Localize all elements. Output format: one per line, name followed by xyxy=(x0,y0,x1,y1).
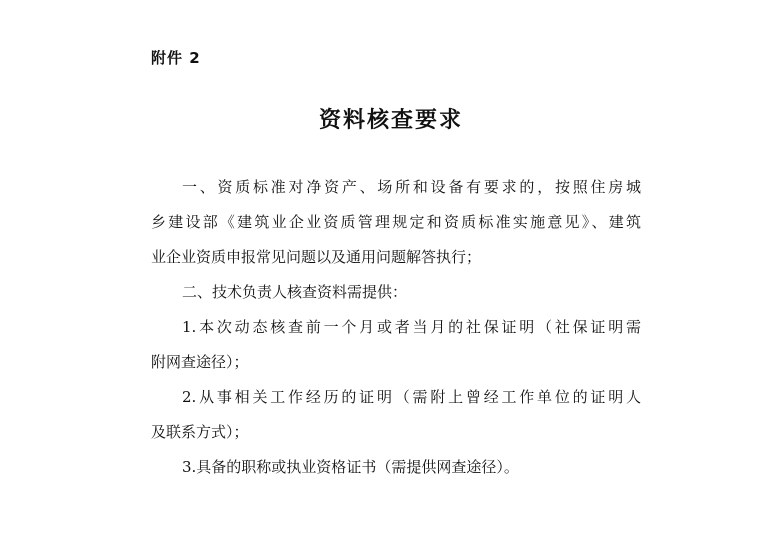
paragraph-line: 乡建设部《建筑业企业资质管理规定和资质标准实施意见》、建筑 xyxy=(151,213,641,231)
paragraph-item-2 xyxy=(151,380,641,450)
paragraph-line: 1.本次动态核查前一个月或者当月的社保证明（社保证明需 xyxy=(182,318,641,336)
document-body xyxy=(151,170,641,485)
paragraph-line: 一、资质标准对净资产、场所和设备有要求的，按照住房城 xyxy=(182,178,641,196)
paragraph-line: 3.具备的职称或执业资格证书（需提供网查途径）。 xyxy=(182,458,519,476)
paragraph-qualification-standard xyxy=(151,170,641,275)
paragraph-line: 附网查途径）； xyxy=(151,353,249,371)
attachment-label: 附件 2 xyxy=(151,49,201,67)
paragraph-line: 及联系方式）； xyxy=(151,423,249,441)
paragraph-line: 2.从事相关工作经历的证明（需附上曾经工作单位的证明人 xyxy=(182,388,641,406)
paragraph-item-3 xyxy=(151,450,641,485)
paragraph-line: 二、技术负责人核查资料需提供： xyxy=(182,283,408,301)
paragraph-line: 业企业资质申报常见问题以及通用问题解答执行； xyxy=(151,248,482,266)
paragraph-item-1 xyxy=(151,310,641,380)
paragraph-technical-lead xyxy=(151,275,641,310)
document-title: 资料核查要求 xyxy=(318,108,463,133)
